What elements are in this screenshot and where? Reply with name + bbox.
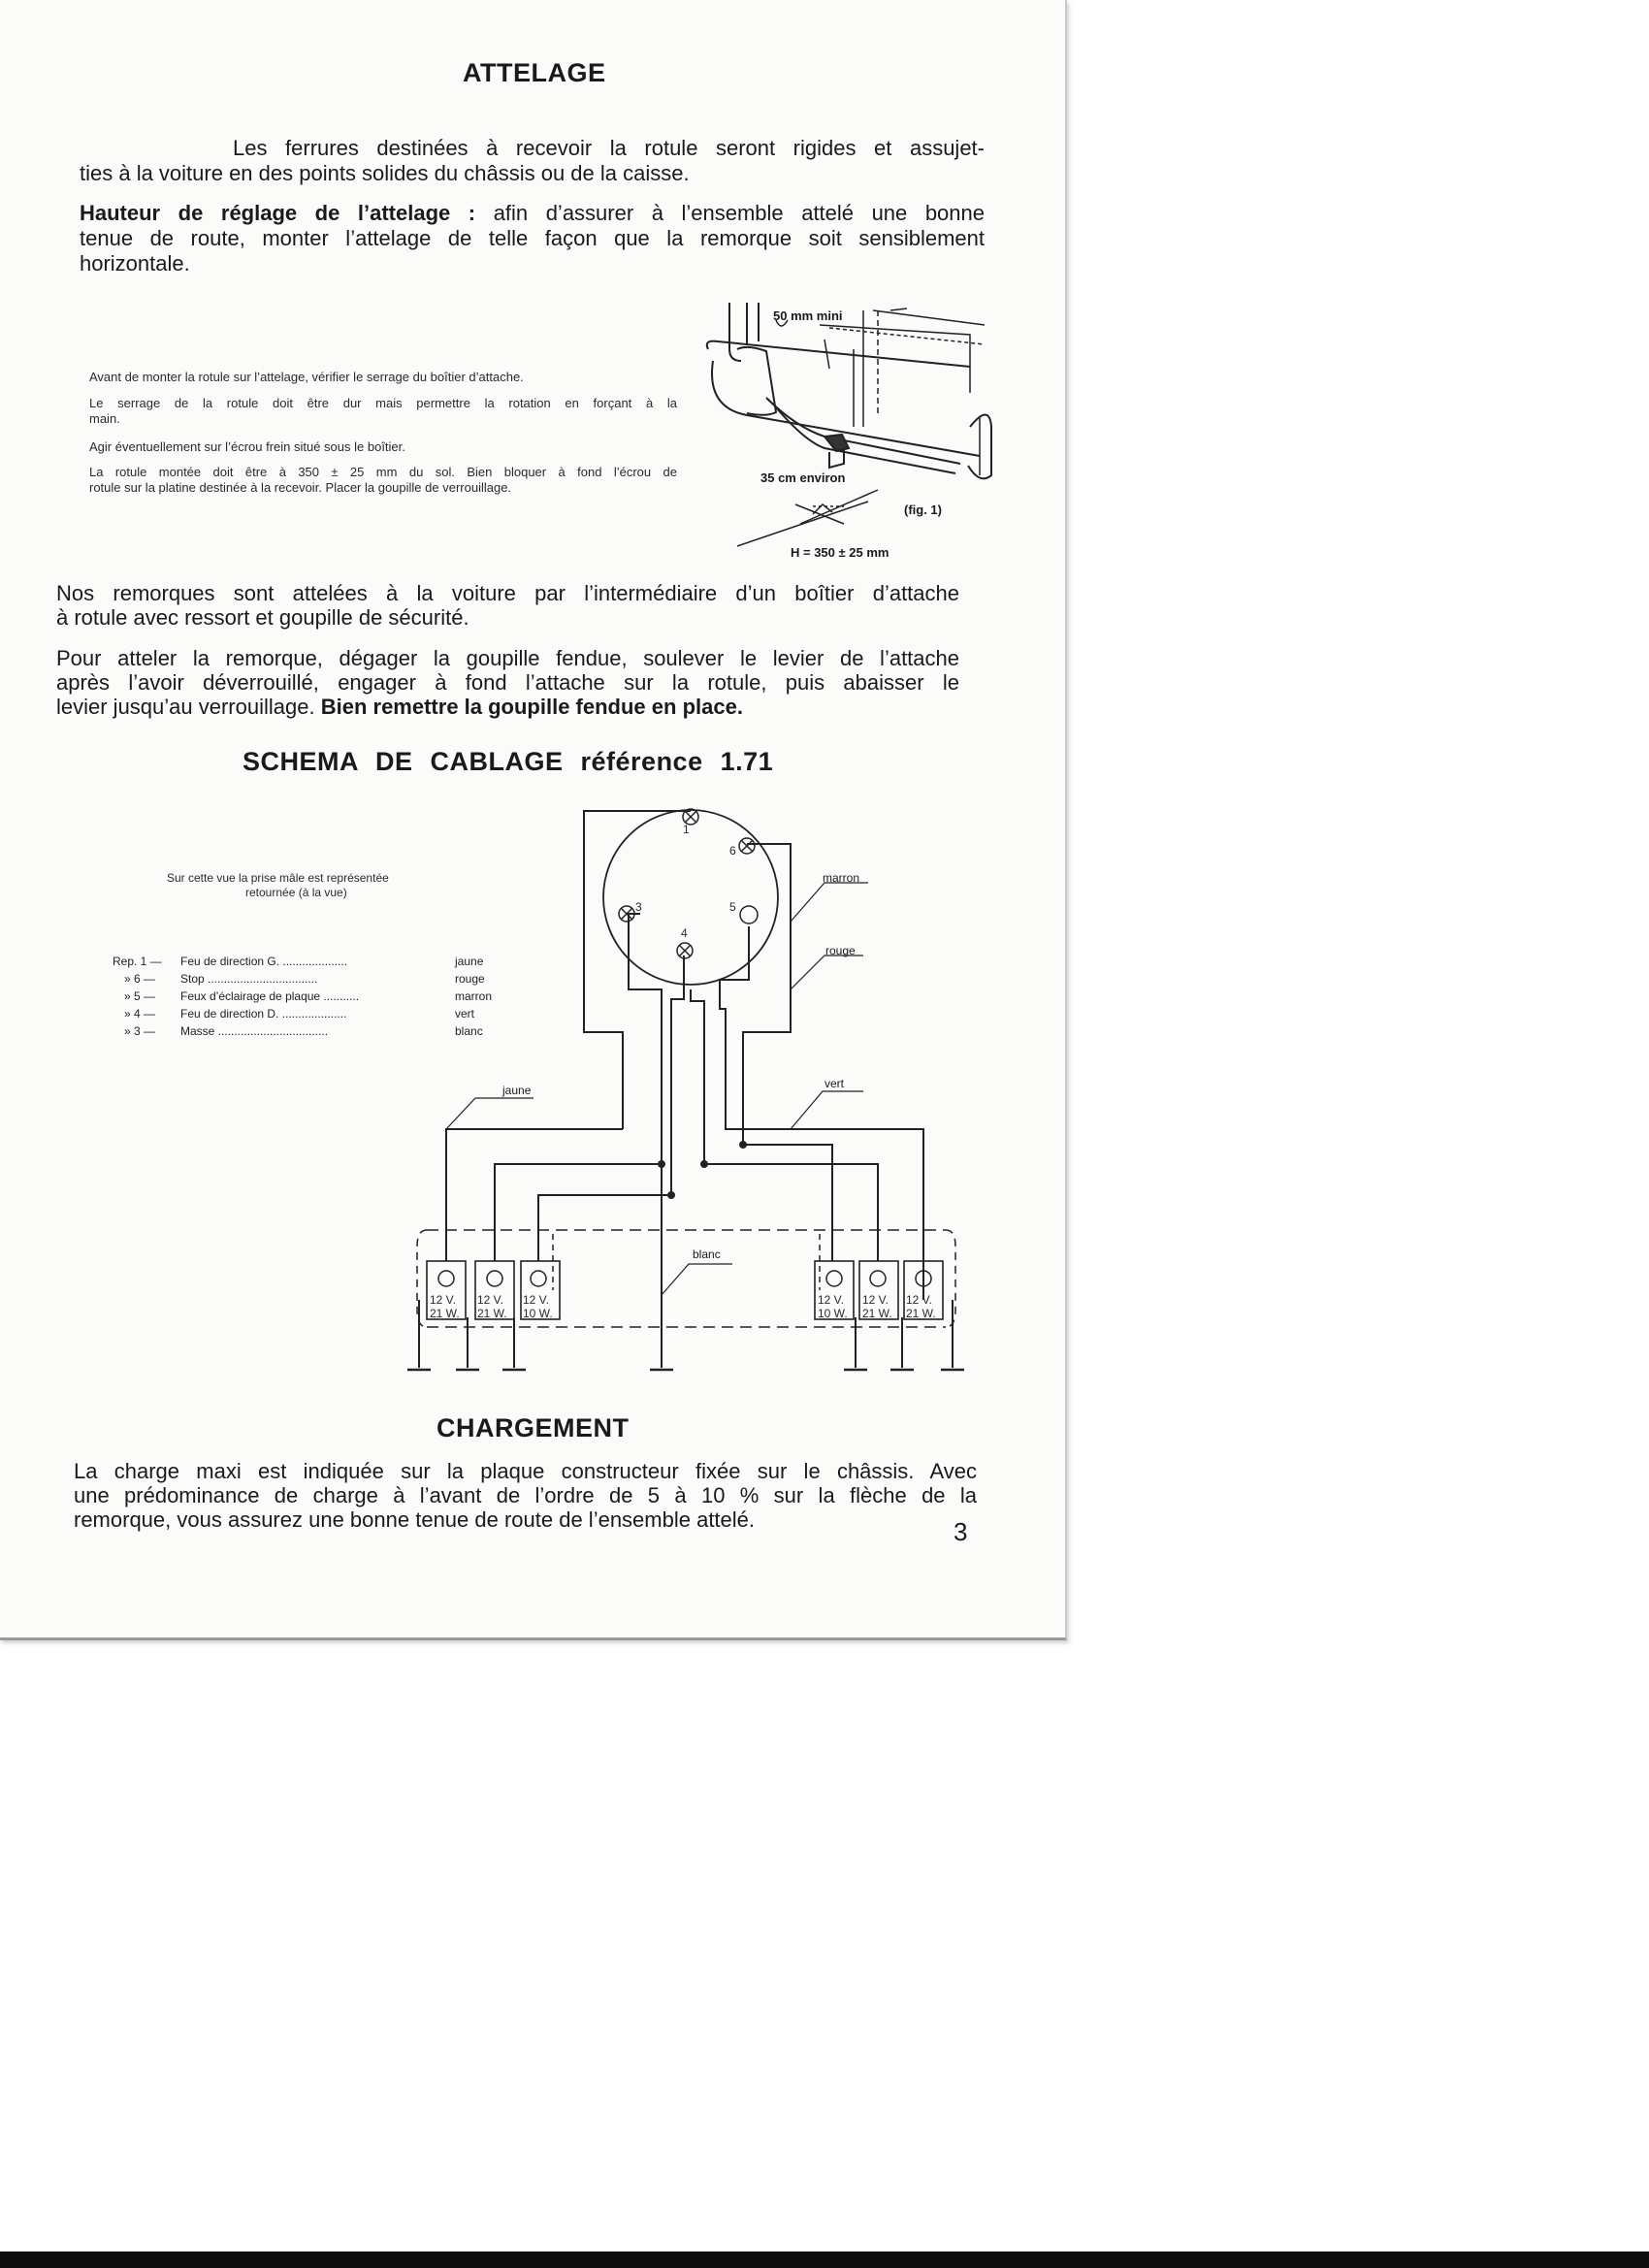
- chargement-line1: La charge maxi est indiquée sur la plaque constructeur fixée sur le châssis. Avec: [74, 1459, 977, 1483]
- para2-line3: horizontale.: [80, 251, 190, 275]
- lamp-right-3-watt: 21 W.: [906, 1307, 936, 1320]
- lamp-left-3-watt: 10 W.: [523, 1307, 553, 1320]
- section-title-attelage: ATTELAGE: [463, 58, 606, 87]
- para4-line3-bold: Bien remettre la goupille fendue en place.: [320, 695, 743, 719]
- para4-line3-start: levier jusqu’au verrouillage.: [56, 695, 315, 719]
- note-4-line2: rotule sur la platine destinée à la recevoir. Placer la goupille de verrouillage.: [89, 480, 512, 495]
- fig1-label-fig: (fig. 1): [904, 502, 942, 517]
- chargement-line2: une prédominance de charge à l’avant de l’ordre de 5 à 10 % sur la flèche de la: [74, 1483, 977, 1507]
- note-3: Agir éventuellement sur l’écrou frein situé sous le boîtier.: [89, 439, 405, 454]
- scan-bottom-strip: [0, 2252, 1649, 2268]
- para2-line1: [80, 201, 985, 226]
- lamp-left-3-volt: 12 V.: [523, 1293, 549, 1307]
- legend-rep: » 4 —: [124, 1007, 156, 1021]
- lamp-right-3-volt: 12 V.: [906, 1293, 932, 1307]
- legend-color: blanc: [455, 1024, 483, 1038]
- note-1: Avant de monter la rotule sur l’attelage, vérifier le serrage du boîtier d’attache.: [89, 370, 524, 384]
- legend-desc: Feu de direction G. ....................: [180, 955, 348, 968]
- legend-rep: » 3 —: [124, 1024, 156, 1038]
- wire-label-blanc: blanc: [693, 1247, 721, 1261]
- legend-desc: Feux d’éclairage de plaque ...........: [180, 989, 360, 1003]
- lamp-left-2-watt: 21 W.: [477, 1307, 507, 1320]
- legend-desc: Masse ..................................: [180, 1024, 329, 1038]
- para3-line1: Nos remorques sont attelées à la voiture par l’intermédiaire d’un boîtier d’attache: [56, 581, 959, 605]
- legend-desc: Feu de direction D. ....................: [180, 1007, 347, 1021]
- pin-3-label: 3: [635, 900, 642, 914]
- para4-line2: après l’avoir déverrouillé, engager à fond l’attache sur la rotule, puis abaisser le: [56, 670, 959, 695]
- para2-line2: tenue de route, monter l’attelage de telle façon que la remorque soit sensiblement: [80, 226, 985, 250]
- legend-color: jaune: [455, 955, 484, 968]
- pin-5-label: 5: [729, 900, 736, 914]
- view-note-line2: retournée (à la vue): [245, 886, 347, 899]
- pin-4-label: 4: [681, 926, 688, 940]
- lamp-left-2-volt: 12 V.: [477, 1293, 503, 1307]
- fig1-label-mini: 50 mm mini: [773, 308, 843, 323]
- pin-6-label: 6: [729, 844, 736, 858]
- lamp-right-1-volt: 12 V.: [818, 1293, 844, 1307]
- legend-color: marron: [455, 989, 493, 1003]
- page-number: 3: [954, 1517, 968, 1546]
- para2-bold: Hauteur de réglage de l’attelage :: [80, 201, 476, 225]
- section-title-chargement: CHARGEMENT: [436, 1413, 630, 1442]
- note-4-line1: La rotule montée doit être à 350 ± 25 mm du sol. Bien bloquer à fond l’écrou de: [89, 465, 677, 479]
- chargement-line3: remorque, vous assurez une bonne tenue de route de l’ensemble attelé.: [74, 1507, 756, 1532]
- wire-label-jaune: jaune: [502, 1084, 532, 1097]
- wire-label-rouge: rouge: [825, 944, 856, 957]
- para2-line1-rest: afin d’assurer à l’ensemble attelé une bonne: [493, 201, 985, 225]
- fig1-label-h: H = 350 ± 25 mm: [791, 545, 889, 560]
- lamp-right-2-volt: 12 V.: [862, 1293, 889, 1307]
- legend-color: vert: [455, 1007, 475, 1021]
- legend-color: rouge: [455, 972, 485, 986]
- fig1-label-environ: 35 cm environ: [760, 470, 846, 485]
- wiring-legend: [113, 955, 501, 1042]
- note-2-line1: Le serrage de la rotule doit être dur mais permettre la rotation en forçant à la: [89, 396, 677, 410]
- legend-rep: » 6 —: [124, 972, 156, 986]
- wire-label-marron: marron: [823, 871, 860, 885]
- legend-rep: » 5 —: [124, 989, 156, 1003]
- lamp-left-1-watt: 21 W.: [430, 1307, 460, 1320]
- legend-desc: Stop ..................................: [180, 972, 318, 986]
- view-note-line1: Sur cette vue la prise mâle est représentée: [167, 871, 389, 885]
- lamp-right-1-watt: 10 W.: [818, 1307, 848, 1320]
- para4-line1: Pour atteler la remorque, dégager la goupille fendue, soulever le levier de l’attache: [56, 646, 959, 670]
- pin-1-label: 1: [683, 823, 690, 836]
- legend-rep: Rep. 1 —: [113, 955, 162, 968]
- section-title-schema: SCHEMA DE CABLAGE référence 1.71: [242, 747, 774, 776]
- lamp-right-2-watt: 21 W.: [862, 1307, 892, 1320]
- para4-line3: [56, 695, 743, 720]
- para1-line2: ties à la voiture en des points solides du châssis ou de la caisse.: [80, 161, 690, 185]
- para3-line2: à rotule avec ressort et goupille de sécurité.: [56, 605, 469, 630]
- lamp-left-1-volt: 12 V.: [430, 1293, 456, 1307]
- wire-label-vert: vert: [824, 1077, 845, 1090]
- note-2-line2: main.: [89, 411, 120, 426]
- para1-line1: Les ferrures destinées à recevoir la rotule seront rigides et assujet-: [233, 136, 985, 160]
